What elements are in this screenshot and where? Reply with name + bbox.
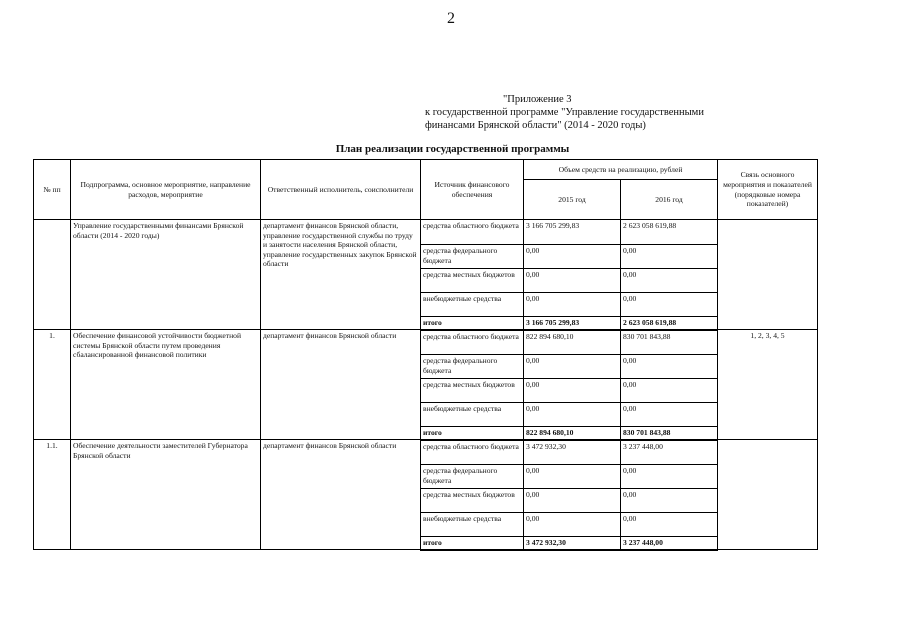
header-source: Источник финансового обеспечения <box>421 160 524 220</box>
table-row <box>34 440 818 465</box>
row-source: средства федерального бюджета <box>421 465 524 489</box>
row-source: средства местных бюджетов <box>421 489 524 513</box>
row-value-2015: 0,00 <box>524 513 621 537</box>
row-name: Обеспечение финансовой устойчивости бюджетной системы Брянской области путем проведения сбалансированной финансовой политики <box>71 330 261 440</box>
row-value-2015: 3 472 932,30 <box>524 537 621 550</box>
row-value-2015: 3 166 705 299,83 <box>524 220 621 245</box>
row-value-2015: 3 166 705 299,83 <box>524 317 621 330</box>
row-number <box>34 220 71 330</box>
row-source: средства областного бюджета <box>421 220 524 245</box>
plan-table-body <box>34 220 818 550</box>
header-year-2016: 2016 год <box>621 180 718 220</box>
row-value-2015: 0,00 <box>524 269 621 293</box>
row-value-2015: 3 472 932,30 <box>524 440 621 465</box>
row-source: внебюджетные средства <box>421 403 524 427</box>
row-value-2016: 2 623 058 619,88 <box>621 220 718 245</box>
page-number: 2 <box>447 10 455 27</box>
row-value-2016: 0,00 <box>621 379 718 403</box>
row-value-2015: 0,00 <box>524 465 621 489</box>
row-value-2015: 0,00 <box>524 245 621 269</box>
row-value-2016: 3 237 448,00 <box>621 440 718 465</box>
row-value-2015: 822 894 680,10 <box>524 330 621 355</box>
row-indicator-link <box>718 220 818 330</box>
row-value-2016: 0,00 <box>621 355 718 379</box>
row-name: Обеспечение деятельности заместителей Губернатора Брянской области <box>71 440 261 550</box>
row-value-2016: 0,00 <box>621 489 718 513</box>
row-source: итого <box>421 427 524 440</box>
row-value-2016: 830 701 843,88 <box>621 330 718 355</box>
row-value-2016: 0,00 <box>621 403 718 427</box>
row-name: Управление государственными финансами Брянской области (2014 - 2020 годы) <box>71 220 261 330</box>
row-source: средства федерального бюджета <box>421 245 524 269</box>
row-value-2016: 0,00 <box>621 465 718 489</box>
row-value-2016: 0,00 <box>621 293 718 317</box>
table-row <box>34 330 818 355</box>
header-subprogram: Подпрограмма, основное мероприятие, направление расходов, мероприятие <box>71 160 261 220</box>
row-source: итого <box>421 317 524 330</box>
header-year-2015: 2015 год <box>524 180 621 220</box>
header-link: Связь основного мероприятия и показателей (порядковые номера показателей) <box>718 160 818 220</box>
row-value-2015: 822 894 680,10 <box>524 427 621 440</box>
row-indicator-link: 1, 2, 3, 4, 5 <box>718 330 818 440</box>
row-value-2015: 0,00 <box>524 293 621 317</box>
appendix-line-1: "Приложение 3 <box>503 94 572 105</box>
row-executor: департамент финансов Брянской области <box>261 440 421 550</box>
row-number: 1.1. <box>34 440 71 550</box>
row-source: средства областного бюджета <box>421 330 524 355</box>
row-value-2015: 0,00 <box>524 489 621 513</box>
appendix-line-3: финансами Брянской области" (2014 - 2020 годы) <box>425 120 646 131</box>
table-row <box>34 220 818 245</box>
row-executor: департамент финансов Брянской области, управление государственной службы по труду и занятости населения Брянской области, управление государственных закупок Брянской области <box>261 220 421 330</box>
row-indicator-link <box>718 440 818 550</box>
header-num: № пп <box>34 160 71 220</box>
row-source: средства областного бюджета <box>421 440 524 465</box>
row-source: средства местных бюджетов <box>421 269 524 293</box>
row-source: внебюджетные средства <box>421 293 524 317</box>
row-source: средства федерального бюджета <box>421 355 524 379</box>
plan-title: План реализации государственной программы <box>335 143 570 155</box>
row-source: итого <box>421 537 524 550</box>
row-value-2016: 830 701 843,88 <box>621 427 718 440</box>
row-number: 1. <box>34 330 71 440</box>
row-value-2015: 0,00 <box>524 379 621 403</box>
row-value-2016: 0,00 <box>621 513 718 537</box>
row-source: средства местных бюджетов <box>421 379 524 403</box>
appendix-heading <box>425 93 704 132</box>
header-funds: Объем средств на реализацию, рублей <box>524 160 718 180</box>
row-executor: департамент финансов Брянской области <box>261 330 421 440</box>
row-value-2016: 2 623 058 619,88 <box>621 317 718 330</box>
row-value-2016: 0,00 <box>621 245 718 269</box>
row-value-2015: 0,00 <box>524 403 621 427</box>
header-executor: Ответственный исполнитель, соисполнители <box>261 160 421 220</box>
row-value-2016: 0,00 <box>621 269 718 293</box>
row-value-2015: 0,00 <box>524 355 621 379</box>
row-value-2016: 3 237 448,00 <box>621 537 718 550</box>
plan-table <box>33 159 818 551</box>
appendix-line-2: к государственной программе "Управление государственными <box>425 107 704 118</box>
row-source: внебюджетные средства <box>421 513 524 537</box>
